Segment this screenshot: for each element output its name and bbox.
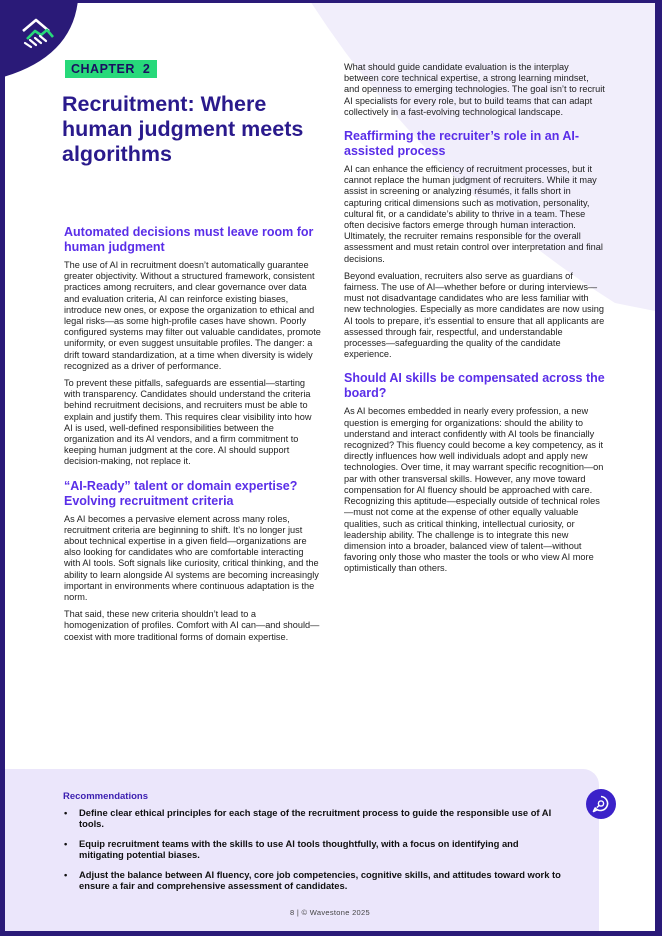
list-item	[63, 869, 563, 892]
list-item	[63, 807, 563, 830]
document-sheet	[5, 3, 655, 931]
chat-search-icon	[592, 795, 610, 813]
handshake-icon	[19, 17, 59, 53]
list-item-text: Adjust the balance between AI fluency, core job competencies, cognitive skills, and attitudes toward work to ensure a fair and comprehensive assessment of candidates.	[79, 868, 561, 892]
section-paragraph: As AI becomes embedded in nearly every profession, a new question is emerging for organizations: should the ability to understand and interact confidently with AI tools be financially recognized? This fluency could become a key competency, as it directly influences how well individuals adopt and apply new technologies. Over time, it may warrant specific recognition—on par with other transversal skills. However, any move toward compensation for AI fluency should be approached with care. Recognizing this aptitude—especially outside of technical roles—must not come at the expense of other equally valuable qualities, such as critical thinking, intellectual curiosity, or leadership ability. The challenge is to integrate this new dimension into a broader, balanced view of talent—without favoring only those who master the tools or who view AI more optimistically than others.	[344, 406, 604, 574]
list-item	[63, 838, 563, 861]
intro-paragraph: What should guide candidate evaluation is the interplay between core technical expertise, a strong learning mindset, and openness to emerging technologies. The goal isn’t to recruit AI specialists for every role, but to build teams that can adapt collectively in a fast-evolving technological landscape.	[344, 62, 605, 117]
chat-button[interactable]	[586, 789, 616, 819]
chapter-label: CHAPTER 2	[65, 60, 157, 78]
recommendations-list	[63, 807, 563, 899]
section-heading: Automated decisions must leave room for human judgment	[64, 225, 314, 254]
section-paragraph: As AI becomes a pervasive element across many roles, recruitment criteria are beginning to shift. It’s no longer just about technical expertise in a given field—organizations are also looking for candidates who are comfortable interacting with AI tools. Soft signals like curiosity, critical thinking, and the ability to learn alongside AI systems are becoming increasingly important in environments where continuous adaptation is the norm.	[64, 513, 319, 603]
left-column	[64, 225, 321, 649]
bullet: •	[64, 837, 68, 849]
section-paragraph: The use of AI in recruitment doesn’t automatically guarantee greater objectivity. Without a structured framework, consistent practices among recruiters, and clear governance over data and evaluation criteria, AI can reinforce existing biases, introduce new ones, or expose the organization to ethical and legal risks—as some high-profile cases have shown. Poorly configured systems may filter out valuable candidates, promote uniformity, or even suggest unsuitable profiles. The danger: a drift toward standardization, at a time when diversity is widely recognized as a driver of performance.	[64, 260, 321, 371]
section-paragraph: AI can enhance the efficiency of recruitment processes, but it cannot replace the human judgment of recruiters. While it may assist in screening or analyzing résumés, it falls short in capturing critical dimensions such as motivation, personality, cultural fit, or a candidate’s ability to thrive in a team. These often decisive factors emerge through human interaction. Ultimately, the recruiter remains responsible for the overall assessment and must retain control over interpretation and final decisions.	[344, 164, 603, 264]
section-paragraph: That said, these new criteria shouldn’t lead to a homogenization of profiles. Comfort with AI can—and should—coexist with more traditional forms of domain expertise.	[64, 609, 320, 642]
page-footer: 8 | © Wavestone 2025	[290, 908, 370, 917]
list-item-text: Define clear ethical principles for each stage of the recruitment process to guide the responsible use of AI tools.	[79, 807, 552, 830]
bullet: •	[64, 807, 68, 818]
bullet: •	[64, 868, 68, 880]
section-paragraph: Beyond evaluation, recruiters also serve as guardians of fairness. The use of AI—whether before or during interviews—must not disadvantage candidates who are less familiar with new technologies. Especially as more candidates are now using AI tools to prepare, it’s essential to ensure that all applicants are assessed through fair, respectful, and understandable processes—safeguarding the quality of the candidate experience.	[344, 270, 605, 360]
section-heading: Reaffirming the recruiter’s role in an AI-assisted process	[344, 129, 580, 159]
section-paragraph: To prevent these pitfalls, safeguards are essential—starting with transparency. Candidates should understand the criteria behind recruitment decisions, and recruiters must be able to explain and justify them. This requires clear visibility into how AI is used, well-defined responsibilities between the organization and its AI vendors, and a firm commitment to keeping human judgment at the core. AI should support decision-making, not replace it.	[64, 378, 312, 467]
section-heading: “AI-Ready” talent or domain expertise? Evolving recruitment criteria	[64, 478, 298, 508]
recommendations-title: Recommendations	[63, 791, 148, 802]
list-item-text: Equip recruitment teams with the skills to use AI tools thoughtfully, with a focus on identifying and mitigating potential biases.	[79, 837, 519, 861]
right-column	[344, 62, 606, 581]
page-title: Recruitment: Where human judgment meets algorithms	[62, 92, 304, 166]
section-heading: Should AI skills be compensated across the board?	[344, 371, 605, 401]
